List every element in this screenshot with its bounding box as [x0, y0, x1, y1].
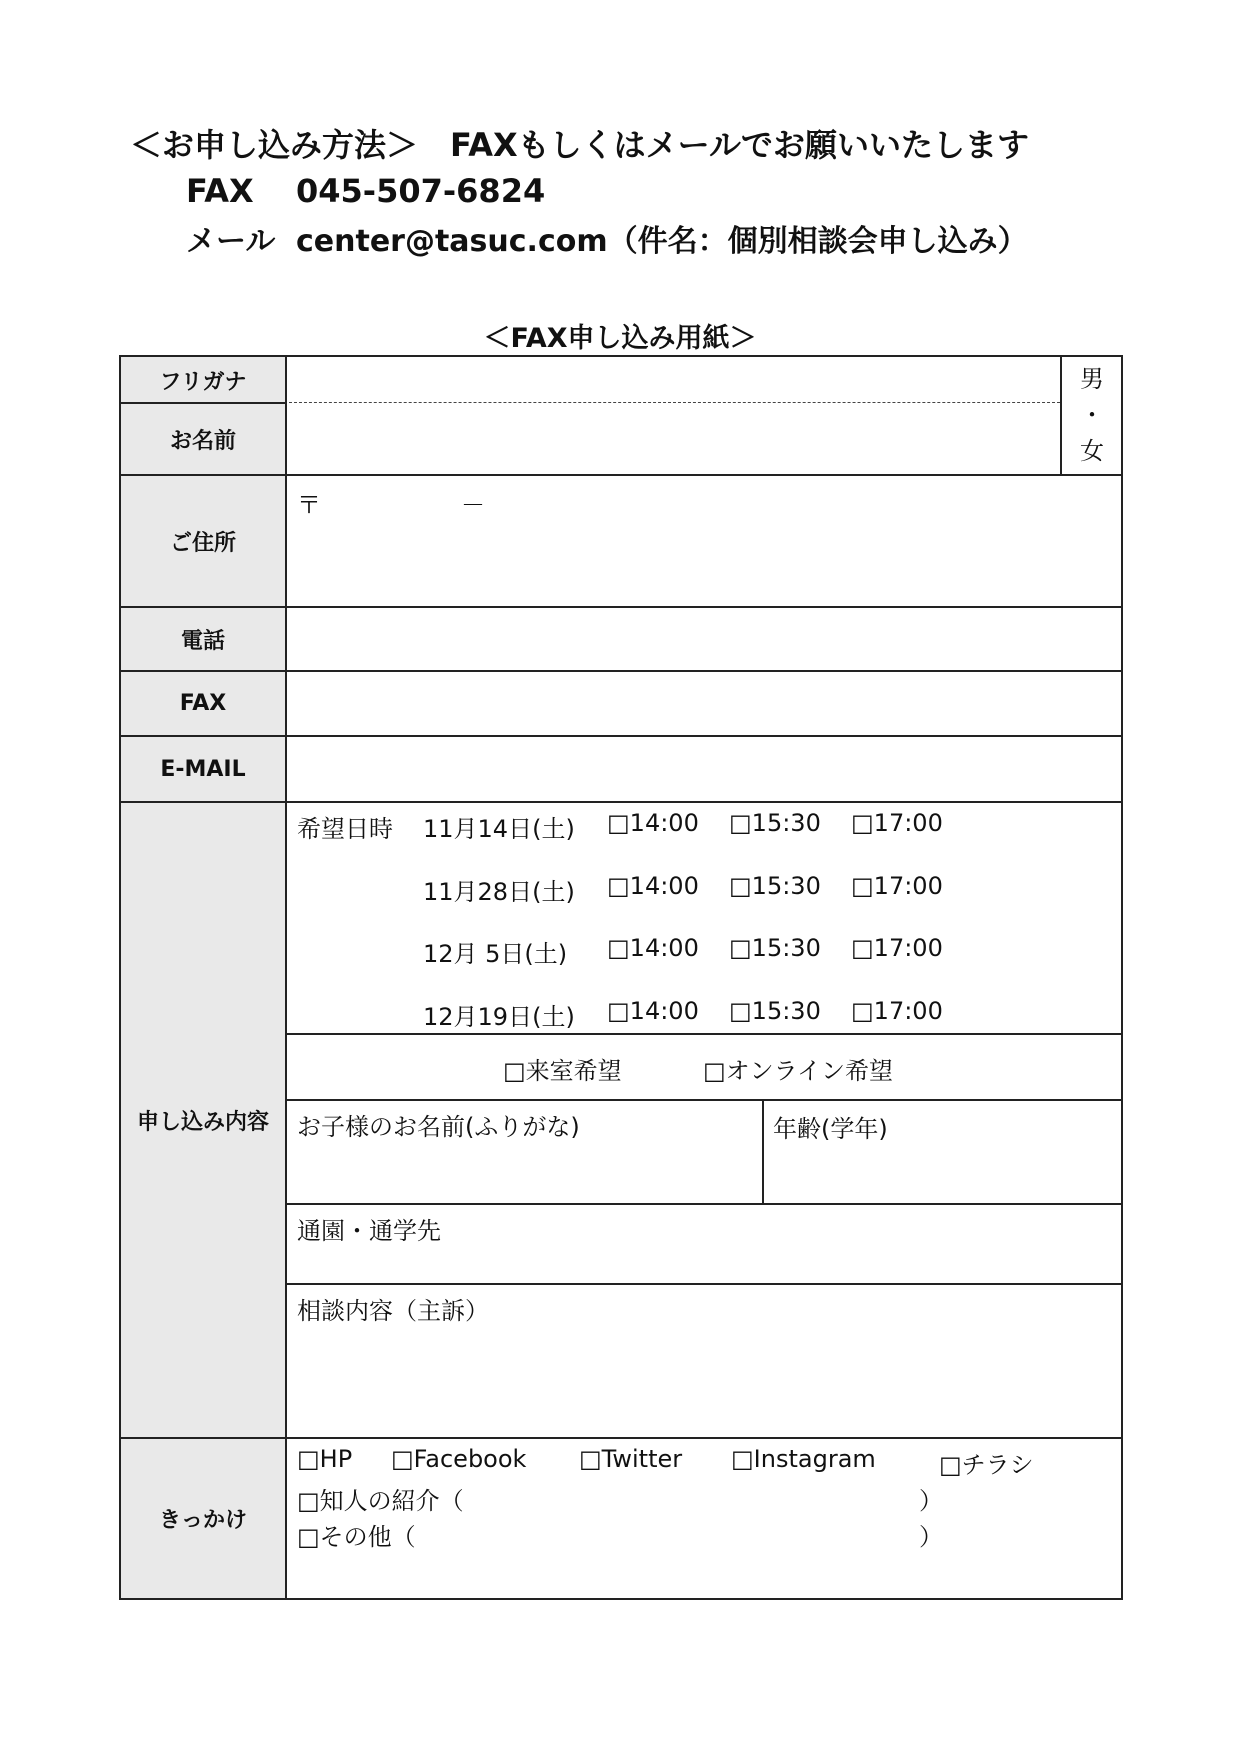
consultation-label: 相談内容（主訴） [297, 1297, 489, 1325]
trigger-other-checkbox[interactable]: □その他（ [297, 1523, 416, 1551]
time-slot-checkbox[interactable]: □15:30 [729, 997, 821, 1025]
name-field[interactable] [289, 405, 1059, 473]
mail-address: center@tasuc.com（件名：個別相談会申し込み） [296, 224, 1028, 259]
time-slot-checkbox[interactable]: □17:00 [851, 934, 943, 962]
trigger-twitter-checkbox[interactable]: □Twitter [579, 1445, 683, 1473]
trigger-flyer-checkbox[interactable]: □チラシ [939, 1451, 1034, 1479]
time-slot-checkbox[interactable]: □14:00 [607, 934, 699, 962]
email-field[interactable] [289, 738, 1123, 800]
rule [287, 1033, 1123, 1035]
online-checkbox[interactable]: □オンライン希望 [703, 1057, 893, 1085]
time-slot-checkbox[interactable]: □17:00 [851, 997, 943, 1025]
rule [121, 670, 1123, 672]
furigana-field[interactable] [289, 357, 1059, 401]
rule [121, 402, 287, 404]
fax-number: 045-507-6824 [296, 172, 546, 210]
fax-label: FAX [121, 671, 287, 736]
application-label: 申し込み内容 [121, 802, 287, 1438]
address-label: ご住所 [121, 475, 287, 607]
rule [762, 1099, 764, 1204]
address-field[interactable] [289, 477, 1123, 605]
time-slot-checkbox[interactable]: □14:00 [607, 872, 699, 900]
phone-label: 電話 [121, 607, 287, 671]
trigger-acquaintance-checkbox[interactable]: □知人の紹介（ [297, 1487, 464, 1515]
rule [121, 735, 1123, 737]
fax-field[interactable] [289, 673, 1123, 734]
trigger-facebook-checkbox[interactable]: □Facebook [391, 1445, 527, 1473]
time-slot-checkbox[interactable]: □14:00 [607, 997, 699, 1025]
trigger-hp-checkbox[interactable]: □HP [297, 1445, 353, 1473]
trigger-instagram-checkbox[interactable]: □Instagram [731, 1445, 876, 1473]
fax-contact-line [186, 172, 545, 210]
instructions-heading: ＜お申し込み方法＞ FAXもしくはメールでお願いいたします [130, 126, 1029, 164]
furigana-label: フリガナ [121, 357, 287, 403]
gender-female: 女 [1080, 437, 1104, 465]
school-label: 通園・通学先 [297, 1217, 441, 1245]
mail-contact-label: メール [186, 224, 276, 259]
mail-contact-line [186, 216, 1028, 260]
gender-male: 男 [1080, 365, 1104, 393]
fax-contact-label: FAX [186, 172, 254, 210]
child-name-field[interactable] [289, 1143, 759, 1201]
gender-field[interactable] [1061, 357, 1123, 475]
postal-mark: 〒 [297, 491, 321, 519]
time-slot-checkbox[interactable]: □17:00 [851, 872, 943, 900]
rule [287, 1203, 1123, 1205]
name-label: お名前 [121, 403, 287, 475]
acquaintance-field[interactable] [481, 1479, 921, 1511]
furigana-divider [289, 402, 1060, 403]
schedule-date: 11月28日(土) [423, 878, 575, 906]
schedule-date: 12月19日(土) [423, 1003, 575, 1031]
time-slot-checkbox[interactable]: □15:30 [729, 872, 821, 900]
other-field[interactable] [421, 1515, 921, 1547]
close-paren: ） [919, 1487, 943, 1515]
rule [121, 1437, 1123, 1439]
gender-separator: ・ [1080, 401, 1104, 429]
schedule-date: 12月 5日(土) [423, 940, 568, 968]
phone-field[interactable] [289, 609, 1123, 669]
in-person-checkbox[interactable]: □来室希望 [503, 1057, 622, 1085]
age-field[interactable] [766, 1143, 1121, 1201]
rule [121, 606, 1123, 608]
time-slot-checkbox[interactable]: □15:30 [729, 934, 821, 962]
schedule-date: 11月14日(土) [423, 815, 575, 843]
time-slot-checkbox[interactable]: □17:00 [851, 809, 943, 837]
age-label: 年齢(学年) [773, 1115, 888, 1143]
time-slot-checkbox[interactable]: □15:30 [729, 809, 821, 837]
rule [287, 1099, 1123, 1101]
postal-dash: － [461, 491, 485, 519]
application-form [119, 355, 1123, 1600]
time-slot-checkbox[interactable]: □14:00 [607, 809, 699, 837]
form-title: ＜FAX申し込み用紙＞ [483, 323, 757, 354]
trigger-label: きっかけ [121, 1438, 287, 1598]
rule [121, 474, 1123, 476]
child-name-label: お子様のお名前(ふりがな) [297, 1113, 580, 1141]
schedule-label: 希望日時 [297, 815, 393, 843]
school-field[interactable] [289, 1245, 1123, 1281]
email-label: E-MAIL [121, 736, 287, 802]
rule [287, 1283, 1123, 1285]
rule [121, 801, 1123, 803]
consultation-field[interactable] [289, 1327, 1123, 1435]
close-paren: ） [919, 1523, 943, 1551]
